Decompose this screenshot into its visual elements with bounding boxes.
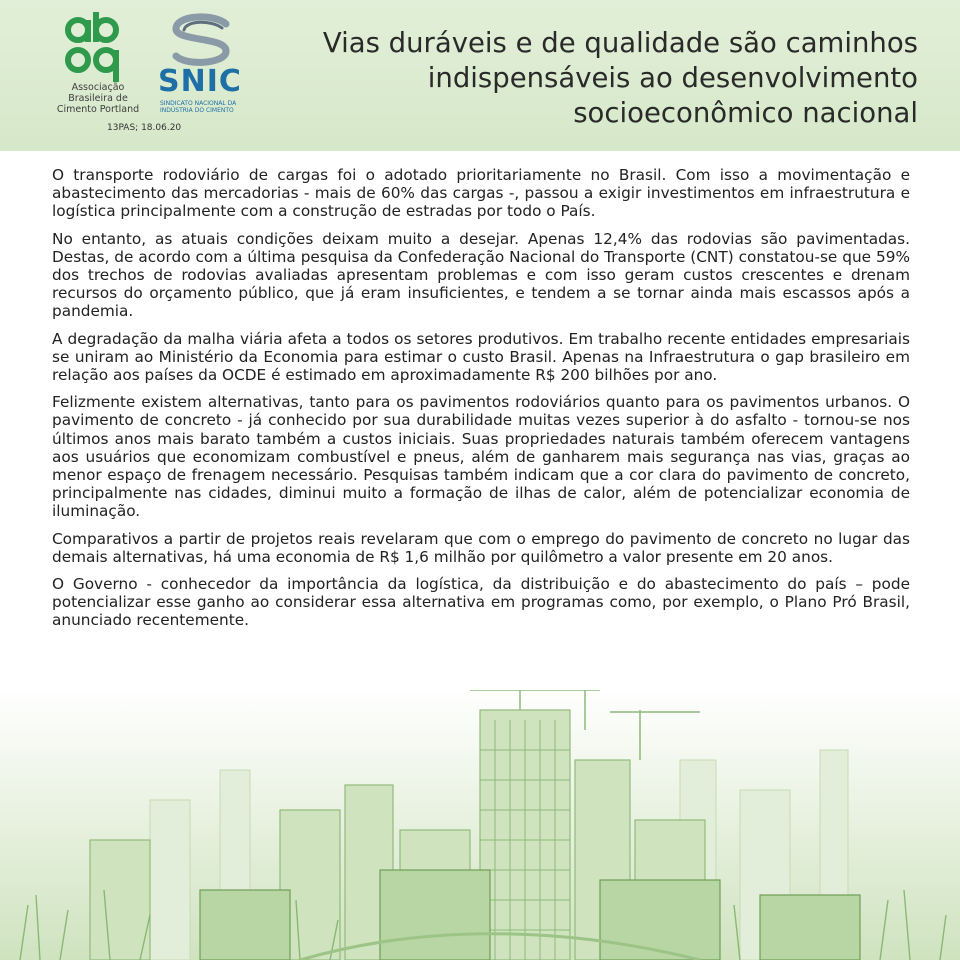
snic-sub-line-1: SINDICATO NACIONAL DA bbox=[160, 100, 237, 107]
reference-code: 13PAS; 18.06.20 bbox=[107, 123, 182, 133]
abcp-logo-text bbox=[50, 82, 146, 115]
snic-logo-name: SNIC bbox=[158, 64, 242, 99]
abcp-line-1: Associação bbox=[71, 82, 125, 93]
title-line-1: Vias duráveis e de qualidade são caminhos bbox=[322, 27, 918, 59]
paragraph-4: Felizmente existem alternativas, tanto para os pavimentos rodoviários quanto para os pavimentos urbanos. O pavimento de concreto - já conhecido por sua durabilidade muitas vezes superior à do asfalto - tornou-se nos últimos anos mais barato também a custos iniciais. Suas propriedades naturais também oferecem vantagens aos usuários que economizam combustível e pneus, além de ganharem mais segurança nas vias, graças ao menor espaço de frenagem necessário. Pesquisas também indicam que a cor clara do pavimento de concreto, principalmente nas cidades, diminui muito a formação de ilhas de calor, além de potencializar economia de iluminação. bbox=[52, 393, 910, 521]
page-header bbox=[0, 0, 960, 151]
city-skyline-sketch-icon bbox=[0, 690, 960, 960]
paragraph-6: O Governo - conhecedor da importância da logística, da distribuição e do abastecimento do país – pode potencializar esse ganho ao considerar essa alternativa em programas como, por exemplo, o Plano Pró Brasil, anunciado recentemente. bbox=[52, 575, 910, 630]
title-line-2: indispensáveis ao desenvolvimento bbox=[427, 62, 918, 94]
article-body bbox=[52, 166, 910, 639]
paragraph-2: No entanto, as atuais condições deixam muito a desejar. Apenas 12,4% das rodovias são pavimentadas. Destas, de acordo com a última pesquisa da Confederação Nacional do Transporte (CNT) constatou-se que 59% dos trechos de rodovias avaliadas apresentam problemas e com isso geram custos crescentes e drenam recursos do orçamento público, que já eram insuficientes, e tendem a se tornar ainda mais escassos após a pandemia. bbox=[52, 229, 910, 321]
city-skyline-illustration bbox=[0, 690, 960, 960]
snic-swoosh-icon bbox=[156, 12, 248, 68]
abcp-line-3: Cimento Portland bbox=[56, 104, 140, 115]
title-line-3: socioeconômico nacional bbox=[573, 97, 918, 129]
page-title bbox=[278, 26, 918, 131]
snic-logo-subtitle bbox=[160, 100, 250, 114]
abcp-logo-icon bbox=[56, 12, 140, 84]
abcp-line-2: Brasileira de bbox=[68, 93, 128, 104]
paragraph-1: O transporte rodoviário de cargas foi o adotado prioritariamente no Brasil. Com isso a movimentação e abastecimento das mercadorias - mais de 60% das cargas -, passou a exigir investimentos em infraestrutura e logística principalmente com a construção de estradas por todo o País. bbox=[52, 166, 910, 221]
paragraph-3: A degradação da malha viária afeta a todos os setores produtivos. Em trabalho recente entidades empresariais se uniram ao Ministério da Economia para estimar o custo Brasil. Apenas na Infraestrutura o gap brasileiro em relação aos países da OCDE é estimado em aproximadamente R$ 200 bilhões por ano. bbox=[52, 329, 910, 385]
paragraph-5: Comparativos a partir de projetos reais revelaram que com o emprego do pavimento de concreto no lugar das demais alternativas, há uma economia de R$ 1,6 milhão por quilômetro a valor presente em 20 anos. bbox=[52, 529, 910, 566]
snic-sub-line-2: INDÚSTRIA DO CIMENTO bbox=[160, 107, 234, 114]
